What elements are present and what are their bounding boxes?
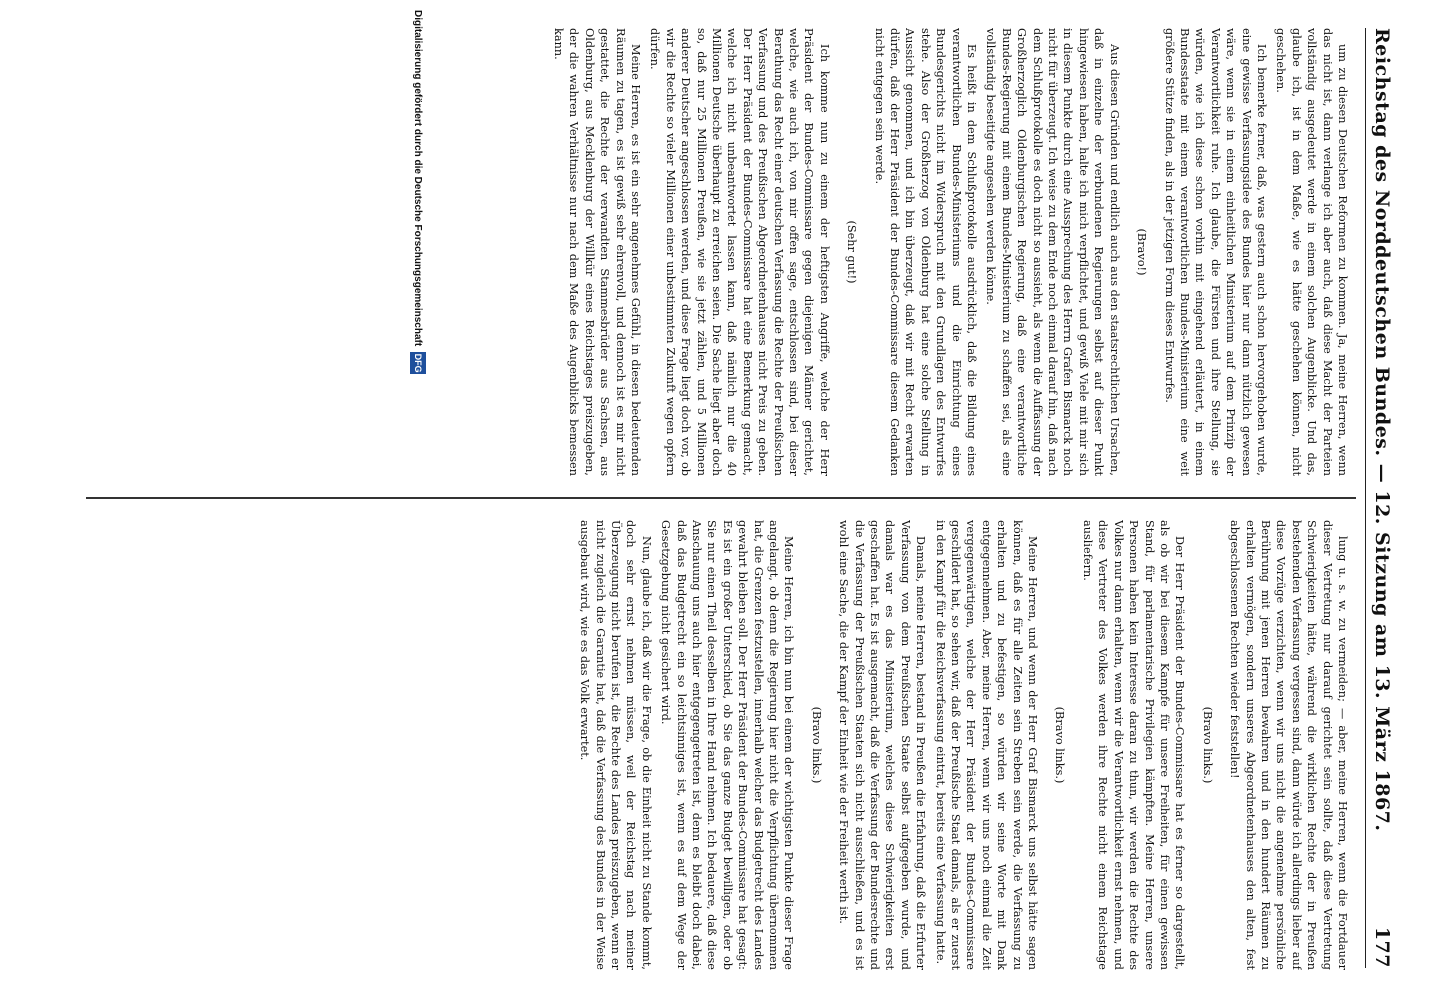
paragraph: Ich bemerke ferner, daß, was gestern auch schon hervorgehoben wurde, eine gewisse Verfassungsidee des Bundes hier nur dann nützlich gewesen wäre, wenn sie in einem einheitlichen Ministerium auf dem Prinzip der Verantwortlichkeit ruhe. Ich glaube, die Fürsten und ihre Stellung, sie würden, wie ich diese schon vorhin mit eingehend erläutert, in einem Bundesstaate mit einem verantwortlichen Bundes-Ministerium eine weit größere Stütze finden, als in der jetzigen Form dieses Entwurfes. (1162, 28, 1268, 476)
paragraph: Meine Herren, es ist ein sehr angenehmes Gefühl, in diesen bedeutenden Räumen zu tagen, es ist gewiß sehr ehrenvoll, und dennoch ist es mir nicht gestattet, die Rechte der verwandten Stammesbrüder aus Sachsen, aus Oldenburg, aus Mecklenburg der Willkür eines Reichstages preiszugeben, der die wahren Verhältnisse nur nach dem Maße des Augenblicks bemessen kann. (551, 28, 642, 476)
paragraph: Der Herr Präsident der Bundes-Commissare hat es ferner so dargestellt, als ob wir bei diesem Kampfe für unsere Freiheiten, für einen gewissen Stand, für parlamentarische Privilegien kämpften. Meine Herren, unsere Personen haben kein Interesse daran zu thun, wir werden die Rechte des Volkes nur dann erhalten, wenn wir die Verantwortlichkeit ernst nehmen, und diese Vertreter des Volkes werden ihre Rechte nicht einem Reichstage ausliefern. (1080, 520, 1187, 970)
stage-direction: (Bravo!) (1135, 228, 1149, 276)
text-column-right (90, 520, 1350, 970)
page-header (1365, 28, 1398, 968)
paragraph: Nun, glaube ich, daß wir die Frage, ob die Einheit nicht zu Stande kommt, doch sehr ernst nehmen müssen, weil der Reichstag nach meiner Überzeugung nicht berufen ist, die Rechte des Landes preiszugeben, wenn er nicht zugleich die Garantie hat, daß die Verfassung des Bundes in der Weise ausgebaut wird, wie es das Volk erwartet. (578, 520, 653, 970)
credit-text: Digitalisierung gefördert durch die Deutsche Forschungsgemeinschaft (412, 10, 424, 347)
column-divider (86, 497, 1356, 499)
paragraph: Aus diesen Gründen und endlich auch aus den staatsrechtlichen Ursachen, daß in einzelne der verbundenen Regierungen selbst auf dieser Punkt hingewiesen haben, halte ich mich verpflichtet, und gewiß Viele mit mir sich in diesem Punkte durch eine Aussprechung des Herrn Grafen Bismarck noch nicht für überzeugt. Ich weise zu dem Ende noch einmal darauf hin, daß nach dem Schlußprotokolle es doch nicht so aussieht, als wenn die Auffassung der Großherzoglich Oldenburgischen Regierung, daß eine verantwortliche Bundes-Regierung mit einem Bundes-Ministerium zu schaffen sei, als eine vollständig beseitigte angesehen werden könne. (984, 28, 1121, 476)
page-number: 177 (1371, 926, 1393, 968)
dfg-logo: DFG (410, 352, 426, 374)
paragraph: Meine Herren, und wenn der Herr Graf Bismarck uns selbst hätte sagen können, daß es für alle Zeiten sein Streben sein werde, die Verfassung zu erhalten und zu befestigen, so würden wir seine Worte mit Dank entgegennehmen. Aber, meine Herren, wenn wir uns noch einmal die Zeit vergegenwärtigen, welche der Herr Präsident der Bundes-Commissare geschildert hat, so sehen wir, daß der Preußische Staat damals, als er zuerst in den Kampf für die Reichsverfassung eintrat, bereits eine Verfassung hatte. (933, 520, 1040, 970)
paragraph: um zu diesen Deutschen Reformen zu kommen. Ja, meine Herren, wenn das nicht ist, dann verlange ich aber auch, daß diese Macht der Parteien vollständig ausgedeutet werde in einem solchen Augenblicke. Und das, glaube ich, ist in dem Maße, wie es hätte geschehen können, nicht geschehen. (1274, 28, 1349, 476)
paragraph: Meine Herren, ich bin nun bei einem der wichtigsten Punkte dieser Frage angelangt, ob denn die Regierung hier nicht die Verpflichtung übernommen hat, die Grenzen festzustellen, innerhalb welcher das Budgetrecht des Landes gewahrt bleiben soll. Der Herr Präsident der Bundes-Commissare hat gesagt: Es ist ein großer Unterschied, ob Sie das ganze Budget bewilligen, oder ob Sie nur einen Theil desselben in Ihre Hand nehmen. Ich bedauere, daß diese Anschauung uns auch hier entgegengetreten ist, denn es bleibt doch dabei, daß das Budgetrecht ein so leichtsinniges ist, wenn es auf dem Wege der Gesetzgebung nicht gesichert wird. (659, 520, 796, 970)
stage-direction: (Sehr gut!) (845, 220, 859, 284)
paragraph: Es heißt in dem Schlußprotokolle ausdrücklich, daß die Bildung eines verantwortlichen Bundes-Ministeriums und die Einrichtung eines Bundesgerichts nicht im Widerspruch mit den Grundlagen des Entwurfes stehe. Also der Großherzog von Oldenburg hat eine solche Stellung in Aussicht genommen, und ich bin überzeugt, daß wir mit Recht erwarten dürfen, daß der Herr Präsident der Bundes-Commissare diesem Gedanken nicht entgegen sein werde. (872, 28, 979, 476)
digitization-credit (404, 10, 432, 990)
paragraph: Damals, meine Herren, bestand in Preußen die Erfahrung, daß die Erfurter Verfassung von dem Preußischen Staate selbst aufgegeben wurde, und damals war es das Ministerium, welches diese Schwierigkeiten erst geschaffen hat. Es ist ausgemacht, daß die Verfassung der Bundesrechte und die Verfassung der Preußischen Staaten sich nicht ausschließen, und es ist wohl eine Sache, die der Kampf der Einheit wie der Freiheit werth ist. (837, 520, 928, 970)
stage-direction: (Bravo links.) (1200, 706, 1214, 784)
stage-direction: (Bravo links.) (1053, 706, 1067, 784)
text-column-left (90, 28, 1350, 476)
paragraph: lung u. s. w. zu vermeiden; — aber, meine Herren, wenn die Fortdauer dieser Vertretung nur darauf gerichtet sein sollte, daß diese Vertretung Schwierigkeiten hätte, während die wirklichen Rechte der in Preußen bestehenden Verfassung vergessen sind, dann würde ich allerdings lieber auf diese Vorzüge verzichten, wenn wir uns nicht die angenehme persönliche Berührung mit jenen Herren bewahren und in den hundert Räumen zu erhalten vermögen, sondern unseres Abgeordnetenhauses den alten, fest abgeschlossenen Rechten wieder feststellen! (1228, 520, 1349, 970)
paragraph: Ich komme nun zu einem der heftigsten Angriffe, welche der Herr Präsident der Bundes-Commissare gegen diejenigen Männer gerichtet, welche, wie auch ich, von mir offen sage, entschlossen sind, bei dieser Berathung das Recht einer deutschen Verfassung die Rechte der Preußischen Verfassung und des Preußischen Abgeordnetenhauses nicht Preis zu geben. Der Herr Präsident der Bundes-Commissare hat eine Bemerkung gemacht, welche ich nicht unbeantwortet lassen kann, daß nämlich nur die 40 Millionen Deutsche überhaupt zu erreichen seien. Die Sache liegt aber doch so, daß nur 25 Millionen Preußen, wie sie jetzt zählen, und 5 Millionen anderer Deutscher angeschlossen werden, und diese Frage liegt doch vor, ob wir die Rechte so vieler Millionen einer unbestimmten Zukunft wegen opfern dürfen. (648, 28, 831, 476)
header-title: Reichstag des Norddeutschen Bundes. — 12. Sitzung am 13. März 1867. (1371, 28, 1393, 832)
stage-direction: (Bravo links.) (809, 706, 823, 784)
